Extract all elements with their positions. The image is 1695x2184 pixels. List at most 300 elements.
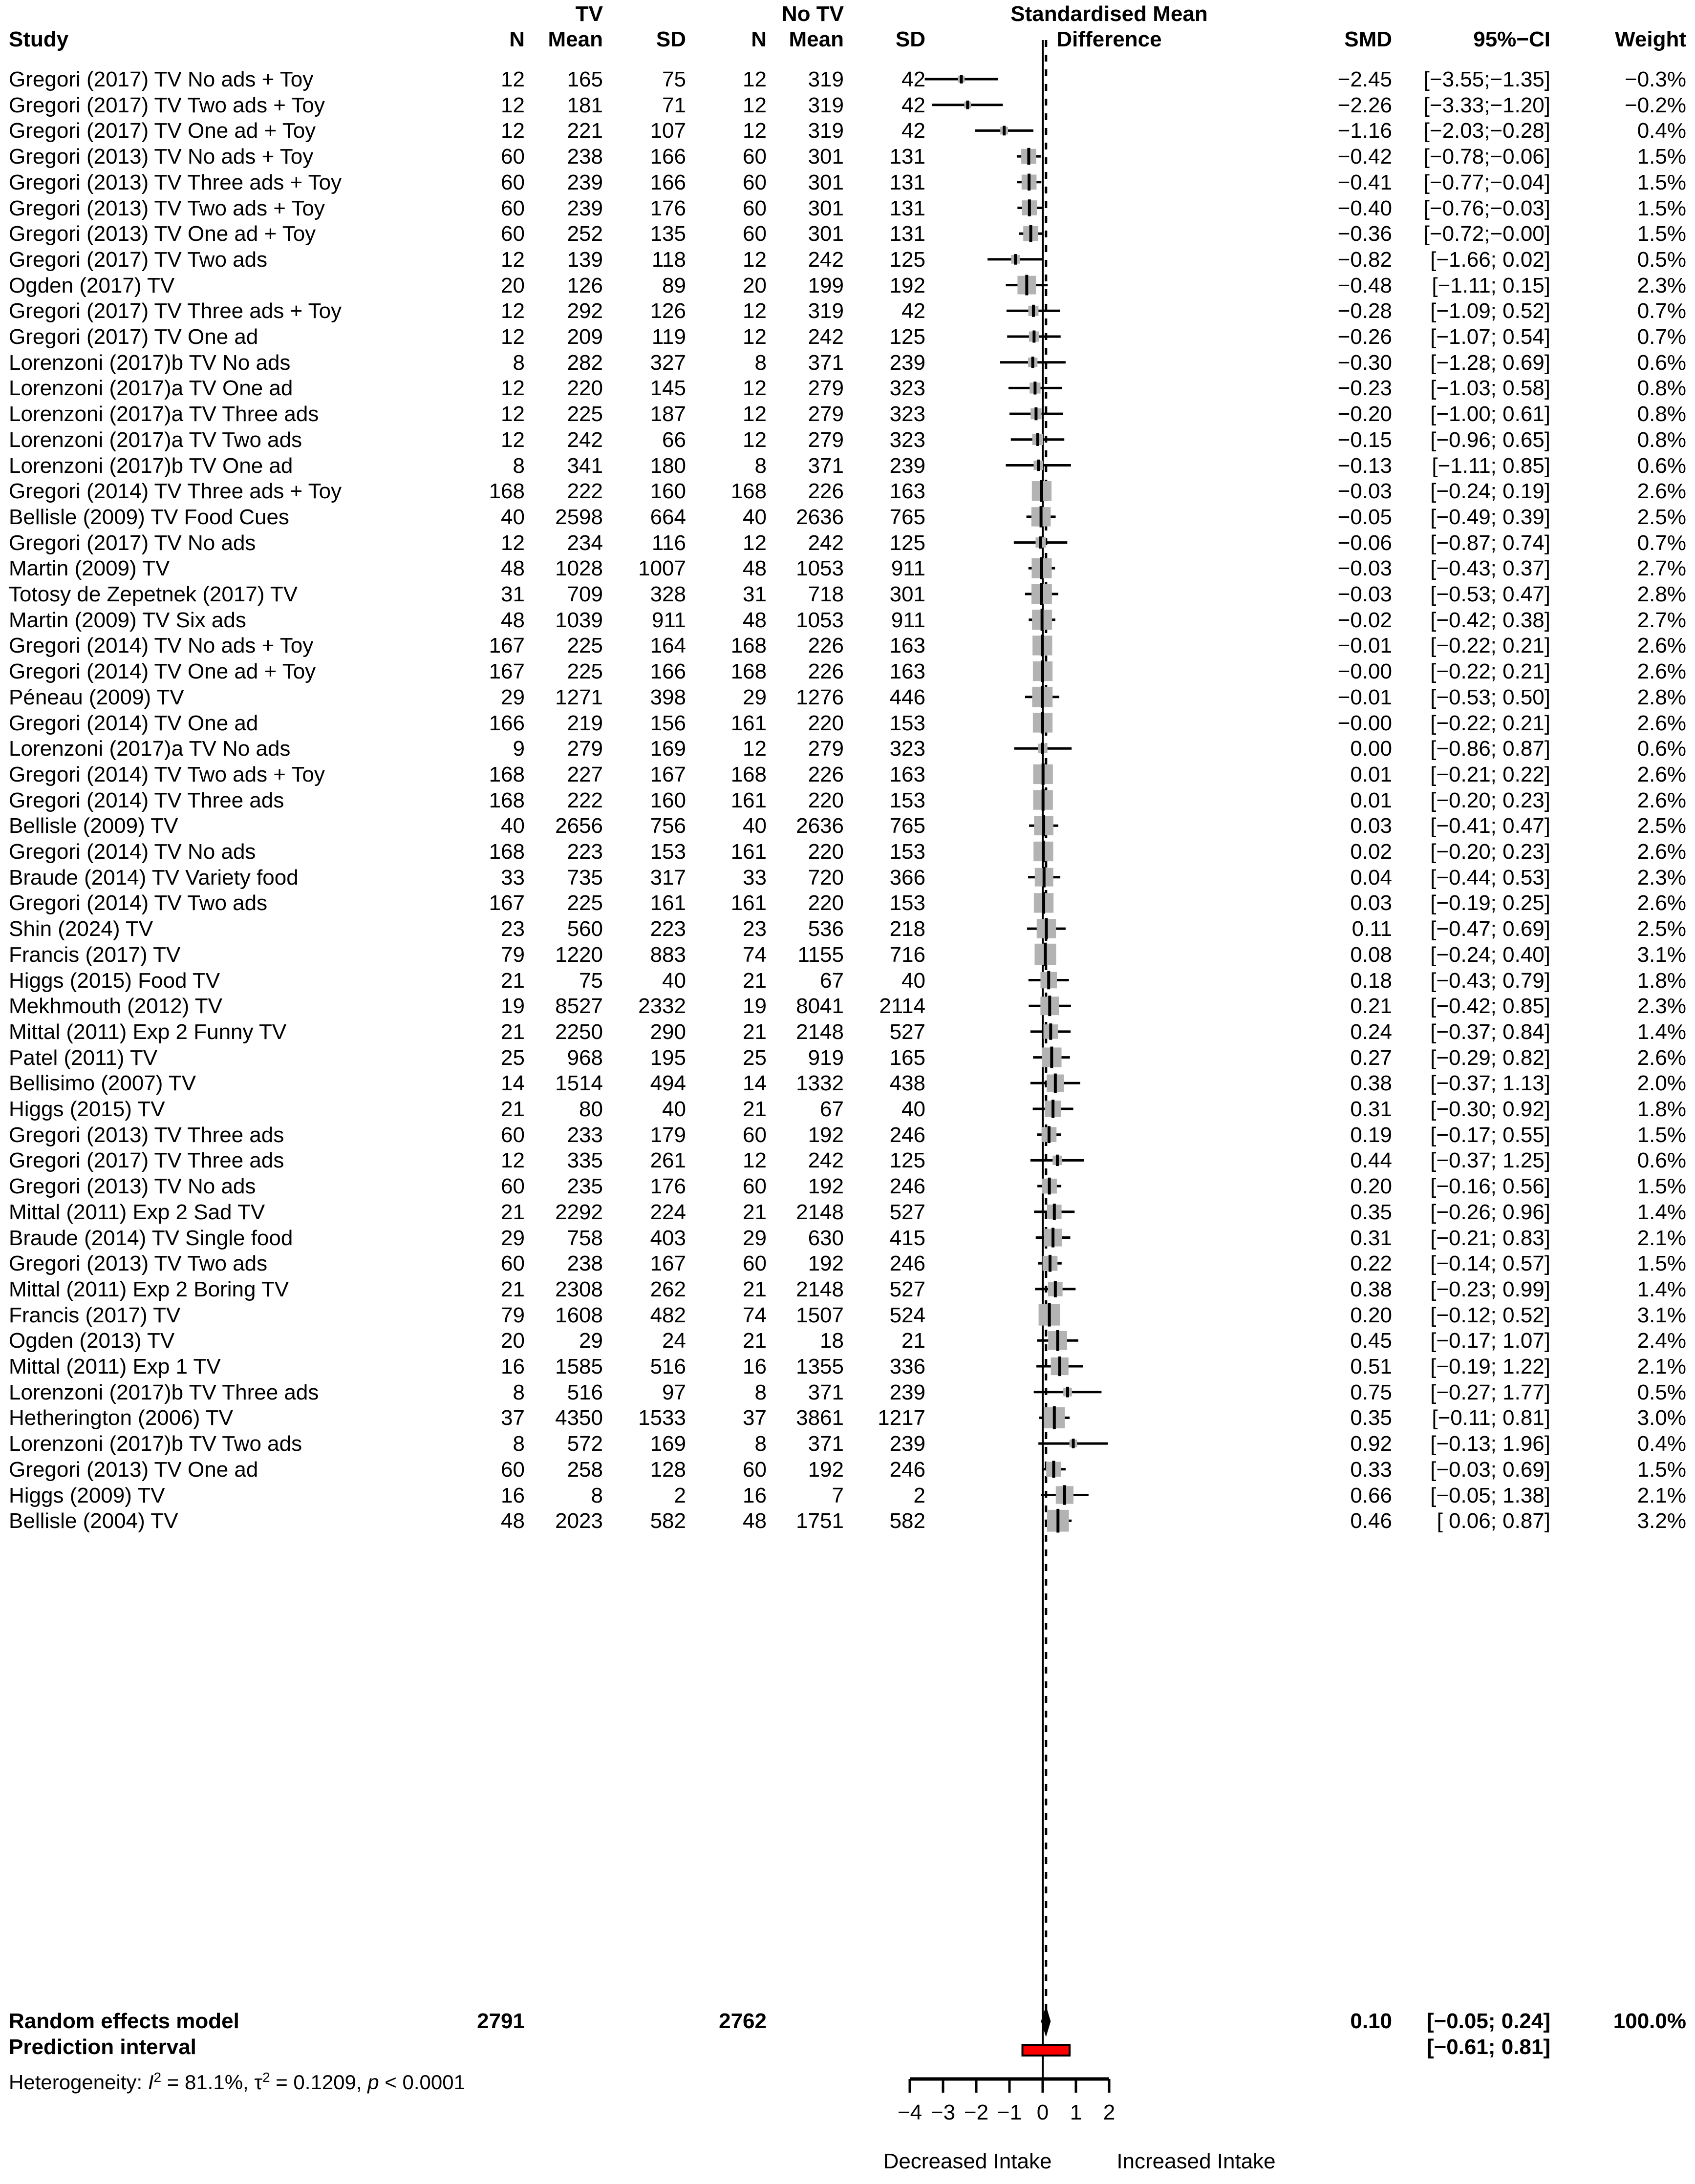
mean-tv: 234	[567, 530, 603, 555]
ci-value: [−0.53; 0.50]	[1430, 685, 1550, 709]
n-no-tv: 8	[754, 1380, 767, 1404]
sd-tv: 161	[650, 891, 686, 915]
smd-value: −0.42	[1337, 145, 1392, 169]
sd-tv: 261	[650, 1148, 686, 1173]
smd-value: 0.38	[1350, 1071, 1392, 1096]
heterogeneity-statistics	[9, 2065, 465, 2095]
smd-value: 0.31	[1350, 1097, 1392, 1121]
mean-no-tv: 720	[808, 865, 844, 890]
n-no-tv: 60	[743, 145, 767, 169]
n-tv: 60	[501, 1251, 525, 1276]
study-name: Ogden (2013) TV	[9, 1329, 175, 1353]
smd-value: −0.01	[1337, 685, 1392, 709]
mean-no-tv: 1276	[796, 685, 844, 709]
mean-no-tv: 2148	[796, 1277, 844, 1301]
ci-value: [−0.17; 0.55]	[1430, 1123, 1550, 1147]
sd-no-tv: 218	[889, 917, 925, 941]
weight-value: 1.5%	[1637, 145, 1686, 169]
sd-tv: 135	[650, 222, 686, 246]
mean-tv: 222	[567, 479, 603, 504]
smd-value: 0.01	[1350, 762, 1392, 786]
mean-tv: 233	[567, 1123, 603, 1147]
ci-value: [−0.27; 1.77]	[1430, 1380, 1550, 1404]
mean-tv: 1608	[555, 1303, 603, 1327]
n-no-tv: 31	[743, 582, 767, 606]
weight-value: 3.1%	[1637, 1303, 1686, 1327]
study-name: Gregori (2014) TV One ad + Toy	[9, 659, 316, 684]
study-name: Patel (2011) TV	[9, 1045, 158, 1070]
header-ci: 95%−CI	[1473, 27, 1550, 51]
study-name: Gregori (2013) TV One ad	[9, 1457, 258, 1482]
sd-no-tv: 2114	[879, 994, 925, 1018]
ci-value: [−0.44; 0.53]	[1430, 865, 1550, 890]
study-name: Martin (2009) TV Six ads	[9, 608, 246, 632]
mean-tv: 8	[591, 1483, 603, 1507]
ci-value: [−0.26; 0.96]	[1430, 1200, 1550, 1224]
mean-no-tv: 630	[808, 1226, 844, 1250]
n-no-tv: 60	[743, 170, 767, 194]
header-group-no-tv: No TV	[781, 2, 844, 26]
smd-value: −0.02	[1337, 608, 1392, 632]
table-row	[0, 1148, 1695, 1173]
header-group-tv: TV	[575, 2, 603, 26]
smd-value: 0.27	[1350, 1045, 1392, 1070]
sd-no-tv: 716	[889, 942, 925, 967]
sd-tv: 126	[650, 299, 686, 323]
smd-value: 0.03	[1350, 891, 1392, 915]
mean-no-tv: 301	[808, 170, 844, 194]
n-tv: 8	[513, 453, 525, 478]
sd-tv: 156	[650, 711, 686, 735]
mean-tv: 1585	[555, 1355, 603, 1378]
n-no-tv: 23	[743, 917, 767, 941]
smd-value: 0.24	[1350, 1019, 1392, 1044]
mean-tv: 222	[567, 788, 603, 812]
table-row	[0, 1509, 1695, 1533]
study-name: Higgs (2015) Food TV	[9, 968, 220, 993]
sd-no-tv: 366	[889, 865, 925, 890]
mean-no-tv: 192	[808, 1457, 844, 1482]
table-row	[0, 866, 1695, 890]
sd-tv: 97	[662, 1380, 686, 1404]
table-row	[0, 711, 1695, 736]
sd-no-tv: 163	[889, 634, 925, 658]
mean-tv: 75	[579, 968, 603, 993]
mean-no-tv: 1053	[796, 608, 844, 632]
table-row	[0, 428, 1695, 452]
ci-value: [−0.20; 0.23]	[1430, 788, 1550, 812]
sd-no-tv: 125	[889, 247, 925, 272]
table-header-bottom	[0, 27, 1695, 52]
ci-value: [−0.24; 0.19]	[1430, 479, 1550, 504]
sd-tv: 75	[662, 67, 686, 91]
weight-value: 2.6%	[1637, 788, 1686, 812]
study-name: Gregori (2013) TV No ads	[9, 1174, 256, 1199]
sd-no-tv: 40	[901, 968, 925, 993]
smd-value: −0.30	[1337, 350, 1392, 375]
n-tv: 12	[501, 247, 525, 272]
mean-tv: 1271	[555, 685, 603, 709]
sd-no-tv: 125	[889, 325, 925, 349]
ci-value: [−1.00; 0.61]	[1430, 402, 1550, 426]
header-weight: Weight	[1615, 27, 1686, 51]
sd-no-tv: 246	[889, 1123, 925, 1147]
mean-tv: 209	[567, 325, 603, 349]
sd-no-tv: 42	[901, 93, 925, 117]
mean-no-tv: 279	[808, 376, 844, 401]
ci-value: [−0.47; 0.69]	[1430, 917, 1550, 941]
table-row	[0, 93, 1695, 118]
study-name: Mekhmouth (2012) TV	[9, 994, 222, 1018]
mean-no-tv: 226	[808, 762, 844, 786]
n-tv: 60	[501, 170, 525, 194]
ci-value: [−0.43; 0.37]	[1430, 556, 1550, 581]
weight-value: 1.5%	[1637, 196, 1686, 220]
sd-no-tv: 1217	[878, 1406, 925, 1430]
table-row	[0, 969, 1695, 993]
ci-value: [−0.22; 0.21]	[1430, 634, 1550, 658]
mean-no-tv: 242	[808, 247, 844, 272]
weight-value: 0.4%	[1637, 1432, 1686, 1456]
study-name: Bellisle (2004) TV	[9, 1509, 178, 1533]
smd-value: −0.03	[1337, 556, 1392, 581]
n-no-tv: 168	[730, 659, 767, 684]
mean-no-tv: 192	[808, 1174, 844, 1199]
sd-tv: 40	[662, 968, 686, 993]
mean-no-tv: 2148	[796, 1019, 844, 1044]
ci-value: [−0.78;−0.06]	[1423, 145, 1550, 169]
n-no-tv: 60	[743, 1174, 767, 1199]
mean-no-tv: 319	[808, 119, 844, 143]
n-no-tv: 16	[743, 1355, 767, 1378]
ci-value: [−3.33;−1.20]	[1423, 93, 1550, 117]
mean-no-tv: 371	[808, 1380, 844, 1404]
n-no-tv: 60	[743, 222, 767, 246]
study-name: Gregori (2014) TV No ads + Toy	[9, 634, 314, 658]
study-name: Mittal (2011) Exp 2 Funny TV	[9, 1019, 287, 1044]
sd-tv: 328	[650, 582, 686, 606]
sd-tv: 118	[651, 247, 686, 272]
weight-value: 2.0%	[1637, 1071, 1686, 1096]
n-tv: 168	[489, 788, 525, 812]
smd-value: −0.26	[1337, 325, 1392, 349]
smd-value: 0.35	[1350, 1200, 1392, 1224]
n-no-tv: 12	[743, 299, 767, 323]
smd-value: 0.44	[1350, 1148, 1392, 1173]
n-tv: 79	[501, 942, 525, 967]
n-tv: 21	[501, 1200, 525, 1224]
table-row	[0, 145, 1695, 169]
ci-value: [−0.14; 0.57]	[1430, 1251, 1550, 1276]
sd-no-tv: 239	[889, 453, 925, 478]
n-no-tv: 21	[743, 968, 767, 993]
study-name: Lorenzoni (2017)b TV Three ads	[9, 1380, 319, 1404]
mean-tv: 2656	[555, 814, 603, 838]
n-tv: 37	[501, 1406, 525, 1430]
table-row	[0, 917, 1695, 941]
sd-no-tv: 415	[889, 1226, 925, 1250]
n-tv: 14	[501, 1071, 525, 1096]
mean-no-tv: 67	[820, 1097, 844, 1121]
n-tv: 167	[489, 634, 525, 658]
mean-tv: 235	[567, 1174, 603, 1199]
smd-value: −1.16	[1337, 119, 1392, 143]
study-name: Totosy de Zepetnek (2017) TV	[9, 582, 298, 606]
mean-tv: 292	[567, 299, 603, 323]
sd-tv: 66	[662, 427, 686, 452]
sd-tv: 145	[650, 376, 686, 401]
n-no-tv: 37	[743, 1406, 767, 1430]
smd-value: −0.06	[1337, 530, 1392, 555]
mean-no-tv: 319	[808, 299, 844, 323]
sd-tv: 24	[662, 1329, 686, 1353]
weight-value: 1.5%	[1637, 1174, 1686, 1199]
study-name: Bellisimo (2007) TV	[9, 1071, 196, 1096]
sd-tv: 164	[650, 634, 686, 658]
mean-no-tv: 536	[808, 917, 844, 941]
mean-no-tv: 220	[808, 788, 844, 812]
weight-value: 2.3%	[1637, 865, 1686, 890]
table-row	[0, 67, 1695, 92]
table-row	[0, 376, 1695, 401]
weight-value: 2.1%	[1637, 1226, 1686, 1250]
sd-no-tv: 323	[889, 376, 925, 401]
sd-tv: 2	[674, 1483, 686, 1507]
mean-no-tv: 220	[808, 711, 844, 735]
sd-tv: 224	[650, 1200, 686, 1224]
n-tv: 31	[501, 582, 525, 606]
table-row	[0, 1406, 1695, 1430]
n-tv: 40	[501, 814, 525, 838]
weight-value: 2.8%	[1637, 582, 1686, 606]
sd-no-tv: 163	[889, 762, 925, 786]
table-row	[0, 788, 1695, 813]
sd-no-tv: 131	[889, 196, 925, 220]
table-row	[0, 556, 1695, 581]
weight-value: 0.7%	[1637, 530, 1686, 555]
n-tv: 168	[489, 479, 525, 504]
sd-no-tv: 125	[889, 530, 925, 555]
n-no-tv: 12	[743, 427, 767, 452]
ci-value: [−0.19; 0.25]	[1430, 891, 1550, 915]
n-no-tv: 48	[743, 556, 767, 581]
smd-value: −0.28	[1337, 299, 1392, 323]
study-name: Gregori (2014) TV Two ads	[9, 891, 268, 915]
n-no-tv: 21	[743, 1277, 767, 1301]
mean-tv: 2308	[555, 1277, 603, 1301]
weight-value: 0.7%	[1637, 325, 1686, 349]
table-row	[0, 248, 1695, 272]
sd-no-tv: 153	[889, 788, 925, 812]
mean-tv: 221	[567, 119, 603, 143]
smd-value: −0.00	[1337, 659, 1392, 684]
sd-no-tv: 153	[889, 840, 925, 864]
n-no-tv: 161	[730, 711, 767, 735]
mean-tv: 126	[567, 273, 603, 297]
sd-no-tv: 336	[889, 1355, 925, 1378]
study-name: Gregori (2017) TV No ads	[9, 530, 256, 555]
sd-tv: 169	[650, 1432, 686, 1456]
ci-value: [−0.42; 0.85]	[1430, 994, 1550, 1018]
sd-no-tv: 153	[889, 711, 925, 735]
table-row	[0, 634, 1695, 658]
weight-value: 2.5%	[1637, 814, 1686, 838]
ci-value: [−0.30; 0.92]	[1430, 1097, 1550, 1121]
table-row	[0, 1484, 1695, 1508]
ci-value: [−0.23; 0.99]	[1430, 1277, 1550, 1301]
summary-smd: 0.10	[1350, 2009, 1392, 2033]
sd-tv: 160	[650, 479, 686, 504]
weight-value: 0.6%	[1637, 453, 1686, 478]
table-row	[0, 351, 1695, 375]
sd-no-tv: 323	[889, 427, 925, 452]
table-row	[0, 1432, 1695, 1456]
ci-value: [−0.21; 0.83]	[1430, 1226, 1550, 1250]
table-row	[0, 1458, 1695, 1482]
mean-tv: 219	[567, 711, 603, 735]
sd-no-tv: 527	[889, 1200, 925, 1224]
n-no-tv: 19	[743, 994, 767, 1018]
smd-value: 0.31	[1350, 1226, 1392, 1250]
table-row	[0, 1046, 1695, 1070]
mean-no-tv: 301	[808, 145, 844, 169]
header-plot-title-line2: Difference	[1056, 27, 1162, 51]
ci-value: [−1.66; 0.02]	[1430, 247, 1550, 272]
smd-value: 0.02	[1350, 840, 1392, 864]
axis-label-decreased: Decreased Intake	[883, 2149, 1052, 2173]
table-row	[0, 479, 1695, 504]
ci-value: [−0.03; 0.69]	[1430, 1457, 1550, 1482]
table-row	[0, 1251, 1695, 1276]
n-no-tv: 60	[743, 1123, 767, 1147]
weight-value: 2.1%	[1637, 1483, 1686, 1507]
table-row	[0, 891, 1695, 915]
mean-no-tv: 226	[808, 659, 844, 684]
mean-tv: 239	[567, 196, 603, 220]
study-name: Higgs (2015) TV	[9, 1097, 165, 1121]
sd-tv: 187	[650, 402, 686, 426]
sd-no-tv: 301	[889, 582, 925, 606]
sd-tv: 223	[650, 917, 686, 941]
mean-tv: 572	[567, 1432, 603, 1456]
mean-no-tv: 226	[808, 479, 844, 504]
mean-no-tv: 2148	[796, 1200, 844, 1224]
p-symbol: p	[367, 2071, 379, 2094]
mean-no-tv: 1751	[796, 1509, 844, 1533]
study-name: Lorenzoni (2017)a TV Three ads	[9, 402, 319, 426]
study-name: Gregori (2017) TV Three ads	[9, 1148, 284, 1173]
n-no-tv: 60	[743, 196, 767, 220]
header-study: Study	[9, 27, 69, 51]
header-plot-title-line1: Standardised Mean	[1010, 2, 1208, 26]
n-no-tv: 12	[743, 530, 767, 555]
ci-value: [−1.07; 0.54]	[1430, 325, 1550, 349]
table-row	[0, 659, 1695, 684]
mean-no-tv: 718	[808, 582, 844, 606]
weight-value: 0.4%	[1637, 119, 1686, 143]
n-tv: 167	[489, 891, 525, 915]
weight-value: 3.2%	[1637, 1509, 1686, 1533]
n-no-tv: 74	[743, 1303, 767, 1327]
ci-value: [−0.42; 0.38]	[1430, 608, 1550, 632]
mean-tv: 242	[567, 427, 603, 452]
n-tv: 20	[501, 273, 525, 297]
header-smd: SMD	[1344, 27, 1392, 51]
n-tv: 48	[501, 608, 525, 632]
table-row	[0, 737, 1695, 761]
sd-no-tv: 21	[901, 1329, 925, 1353]
sd-tv: 1007	[638, 556, 686, 581]
n-tv: 21	[501, 1277, 525, 1301]
n-tv: 20	[501, 1329, 525, 1353]
study-name: Lorenzoni (2017)b TV One ad	[9, 453, 293, 478]
n-tv: 166	[489, 711, 525, 735]
weight-value: 1.4%	[1637, 1200, 1686, 1224]
table-row	[0, 299, 1695, 323]
tau-symbol: τ	[254, 2071, 262, 2094]
sd-tv: 756	[650, 814, 686, 838]
table-row	[0, 582, 1695, 607]
n-no-tv: 40	[743, 814, 767, 838]
mean-no-tv: 2636	[796, 814, 844, 838]
mean-no-tv: 220	[808, 840, 844, 864]
weight-value: 0.8%	[1637, 427, 1686, 452]
weight-value: 2.6%	[1637, 711, 1686, 735]
mean-tv: 258	[567, 1457, 603, 1482]
sd-no-tv: 42	[901, 299, 925, 323]
ci-value: [−0.37; 0.84]	[1430, 1019, 1550, 1044]
n-tv: 60	[501, 222, 525, 246]
table-row	[0, 1020, 1695, 1044]
n-no-tv: 40	[743, 505, 767, 529]
n-tv: 60	[501, 196, 525, 220]
n-no-tv: 168	[730, 479, 767, 504]
n-no-tv: 21	[743, 1019, 767, 1044]
summary-model-label: Random effects model	[9, 2009, 239, 2033]
p-value: < 0.0001	[379, 2071, 465, 2094]
mean-no-tv: 67	[820, 968, 844, 993]
ci-value: [−1.28; 0.69]	[1430, 350, 1550, 375]
sd-no-tv: 239	[889, 1380, 925, 1404]
mean-tv: 1220	[555, 942, 603, 967]
mean-no-tv: 192	[808, 1251, 844, 1276]
mean-tv: 220	[567, 376, 603, 401]
n-no-tv: 29	[743, 685, 767, 709]
n-no-tv: 48	[743, 608, 767, 632]
n-tv: 25	[501, 1045, 525, 1070]
n-no-tv: 8	[754, 350, 767, 375]
n-tv: 33	[501, 865, 525, 890]
mean-tv: 223	[567, 840, 603, 864]
n-tv: 167	[489, 659, 525, 684]
weight-value: 2.7%	[1637, 608, 1686, 632]
smd-value: 0.66	[1350, 1483, 1392, 1507]
n-tv: 8	[513, 1380, 525, 1404]
sd-no-tv: 42	[901, 119, 925, 143]
sd-no-tv: 765	[889, 505, 925, 529]
sd-tv: 179	[650, 1123, 686, 1147]
sd-no-tv: 153	[889, 891, 925, 915]
weight-value: 2.6%	[1637, 840, 1686, 864]
n-no-tv: 12	[743, 737, 767, 761]
mean-no-tv: 279	[808, 402, 844, 426]
summary-weight: 100.0%	[1613, 2009, 1686, 2033]
weight-value: 1.8%	[1637, 968, 1686, 993]
sd-tv: 2332	[638, 994, 686, 1018]
smd-value: −0.15	[1337, 427, 1392, 452]
axis-tick-label: −1	[997, 2100, 1022, 2124]
mean-tv: 181	[567, 93, 603, 117]
